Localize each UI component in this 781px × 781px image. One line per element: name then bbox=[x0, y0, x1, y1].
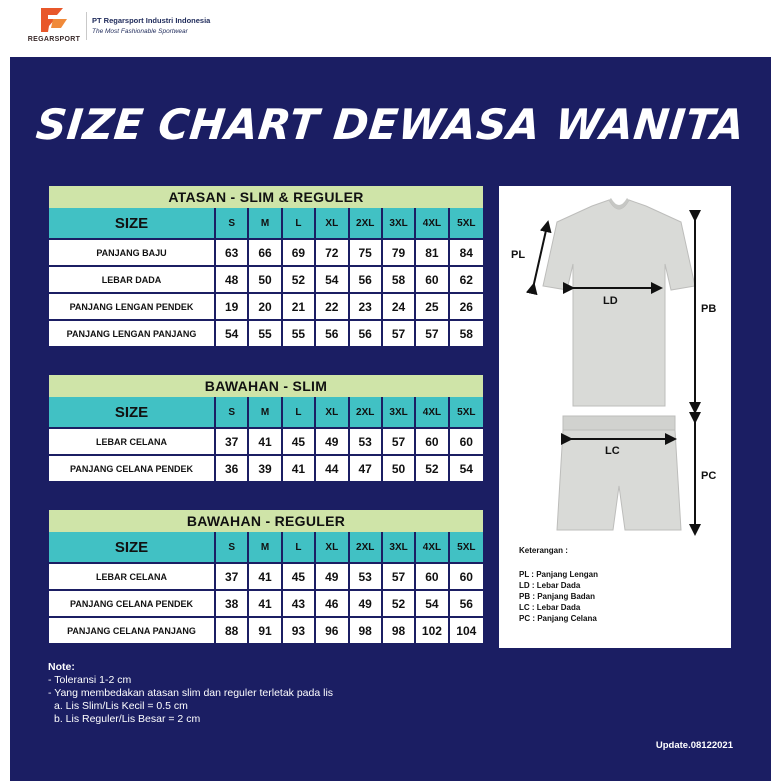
label-pb: PB bbox=[701, 303, 717, 315]
row-label: PANJANG CELANA PENDEK bbox=[69, 463, 193, 474]
size-column-header bbox=[283, 532, 316, 562]
cell-value: 102 bbox=[421, 623, 442, 638]
row-label-cell bbox=[49, 321, 216, 346]
row-label: LEBAR DADA bbox=[101, 274, 162, 285]
cell-value: 60 bbox=[459, 569, 473, 584]
size-label: M bbox=[260, 406, 270, 418]
logo-text: REGARSPORT bbox=[27, 36, 81, 43]
cell-value: 57 bbox=[391, 326, 406, 341]
table-cell bbox=[316, 267, 349, 292]
cell-value: 60 bbox=[459, 434, 473, 449]
cell-value: 62 bbox=[459, 272, 473, 287]
size-column-header bbox=[350, 532, 383, 562]
cell-value: 63 bbox=[225, 245, 239, 260]
brand-logo[interactable] bbox=[26, 6, 82, 48]
size-column-header bbox=[450, 208, 483, 238]
table-row bbox=[49, 589, 483, 616]
table-row bbox=[49, 454, 483, 481]
row-label-cell bbox=[49, 618, 216, 643]
cell-value: 57 bbox=[425, 326, 439, 341]
cell-value: 66 bbox=[258, 245, 272, 260]
cell-value: 56 bbox=[358, 326, 372, 341]
cell-value: 55 bbox=[258, 326, 272, 341]
note-line: - Toleransi 1-2 cm bbox=[48, 674, 132, 686]
table-cell bbox=[383, 321, 416, 346]
table-row bbox=[49, 319, 483, 346]
table-cell bbox=[283, 618, 316, 643]
table-cell bbox=[416, 294, 449, 319]
table-cell bbox=[283, 240, 316, 265]
cell-value: 49 bbox=[358, 596, 372, 611]
size-label: XL bbox=[325, 406, 339, 418]
table-row bbox=[49, 616, 483, 643]
notes bbox=[48, 661, 333, 726]
size-label: M bbox=[260, 541, 270, 553]
table-cell bbox=[283, 267, 316, 292]
cell-value: 56 bbox=[358, 272, 372, 287]
table-header-row bbox=[49, 397, 483, 427]
cell-value: 36 bbox=[225, 461, 239, 476]
size-label: 2XL bbox=[356, 541, 375, 553]
cell-value: 69 bbox=[291, 245, 306, 260]
table-atasan bbox=[49, 186, 483, 346]
table-cell bbox=[450, 564, 483, 589]
table-cell bbox=[249, 321, 282, 346]
size-label: L bbox=[295, 406, 302, 418]
cell-value: 98 bbox=[358, 623, 372, 638]
size-header-cell bbox=[49, 208, 216, 238]
size-column-header bbox=[316, 397, 349, 427]
page-title: SIZE CHART DEWASA WANITA bbox=[33, 100, 748, 149]
table-header-row bbox=[49, 532, 483, 562]
size-label: 3XL bbox=[389, 406, 408, 418]
cell-value: 55 bbox=[291, 326, 306, 341]
size-column-header bbox=[350, 397, 383, 427]
table-cell bbox=[249, 240, 282, 265]
table-cell bbox=[383, 429, 416, 454]
cell-value: 41 bbox=[258, 434, 272, 449]
table-bawahan-reguler bbox=[49, 510, 483, 643]
table-cell bbox=[316, 321, 349, 346]
table-cell bbox=[383, 456, 416, 481]
table-cell bbox=[450, 240, 483, 265]
cell-value: 19 bbox=[225, 299, 239, 314]
table-cell bbox=[383, 591, 416, 616]
row-label: LEBAR CELANA bbox=[96, 571, 167, 582]
table-cell bbox=[350, 267, 383, 292]
cell-value: 41 bbox=[258, 596, 272, 611]
legend-item: PC : Panjang Celana bbox=[519, 614, 597, 623]
cell-value: 41 bbox=[258, 569, 272, 584]
cell-value: 88 bbox=[225, 623, 239, 638]
cell-value: 46 bbox=[325, 596, 339, 611]
page-header bbox=[0, 0, 781, 54]
table-cell bbox=[316, 240, 349, 265]
size-column-header bbox=[416, 208, 449, 238]
cell-value: 72 bbox=[325, 245, 339, 260]
cell-value: 26 bbox=[459, 299, 473, 314]
table-cell bbox=[383, 267, 416, 292]
table-cell bbox=[216, 321, 249, 346]
row-label-cell bbox=[49, 456, 216, 481]
table-cell bbox=[450, 591, 483, 616]
cell-value: 49 bbox=[325, 569, 339, 584]
table-cell bbox=[283, 321, 316, 346]
legend-item: PB : Panjang Badan bbox=[519, 592, 596, 601]
table-cell bbox=[416, 240, 449, 265]
legend-item: PL : Panjang Lengan bbox=[519, 570, 598, 579]
cell-value: 50 bbox=[258, 272, 272, 287]
table-cell bbox=[249, 618, 282, 643]
table-cell bbox=[416, 591, 449, 616]
cell-value: 43 bbox=[291, 596, 306, 611]
table-cell bbox=[283, 429, 316, 454]
cell-value: 91 bbox=[258, 623, 272, 638]
note-line: - Yang membedakan atasan slim dan reguler terletak pada lis bbox=[48, 687, 334, 699]
cell-value: 57 bbox=[391, 434, 406, 449]
size-column-header bbox=[316, 208, 349, 238]
table-cell bbox=[249, 294, 282, 319]
cell-value: 75 bbox=[358, 245, 372, 260]
label-pl: PL bbox=[511, 249, 526, 261]
cell-value: 25 bbox=[425, 299, 439, 314]
row-label: PANJANG LENGAN PENDEK bbox=[69, 301, 194, 312]
cell-value: 93 bbox=[291, 623, 306, 638]
table-cell bbox=[383, 564, 416, 589]
cell-value: 47 bbox=[358, 461, 372, 476]
size-column-header bbox=[316, 532, 349, 562]
shorts-icon bbox=[557, 416, 681, 530]
table-cell bbox=[316, 591, 349, 616]
size-column-header bbox=[216, 208, 249, 238]
table-cell bbox=[383, 294, 416, 319]
size-column-header bbox=[249, 208, 282, 238]
size-column-header bbox=[416, 532, 449, 562]
size-header-cell bbox=[49, 532, 216, 562]
cell-value: 58 bbox=[391, 272, 406, 287]
size-label: 5XL bbox=[457, 406, 476, 418]
cell-value: 56 bbox=[325, 326, 339, 341]
size-label: 4XL bbox=[422, 406, 442, 418]
cell-value: 21 bbox=[291, 299, 306, 314]
company-tagline: The Most Fashionable Sportwear bbox=[92, 28, 188, 35]
table-row bbox=[49, 265, 483, 292]
table-cell bbox=[283, 591, 316, 616]
row-label-cell bbox=[49, 564, 216, 589]
table-cell bbox=[216, 564, 249, 589]
label-pc: PC bbox=[701, 470, 717, 482]
size-column-header bbox=[249, 397, 282, 427]
cell-value: 54 bbox=[325, 272, 339, 287]
table-cell bbox=[249, 564, 282, 589]
row-label-cell bbox=[49, 429, 216, 454]
cell-value: 41 bbox=[291, 461, 306, 476]
cell-value: 54 bbox=[225, 326, 239, 341]
garment-illustration bbox=[499, 186, 731, 536]
cell-value: 60 bbox=[425, 272, 439, 287]
cell-value: 22 bbox=[325, 299, 339, 314]
cell-value: 53 bbox=[358, 434, 372, 449]
cell-value: 57 bbox=[391, 569, 406, 584]
table-cell bbox=[216, 294, 249, 319]
size-label: 3XL bbox=[389, 217, 408, 229]
size-label: 5XL bbox=[457, 217, 476, 229]
company-name: PT Regarsport Industri Indonesia bbox=[92, 16, 211, 25]
cell-value: 52 bbox=[291, 272, 306, 287]
cell-value: 52 bbox=[425, 461, 439, 476]
cell-value: 60 bbox=[425, 569, 439, 584]
table-caption: ATASAN - SLIM & REGULER bbox=[49, 186, 483, 208]
size-label: 5XL bbox=[457, 541, 476, 553]
cell-value: 79 bbox=[391, 245, 406, 260]
size-label: S bbox=[228, 541, 236, 553]
cell-value: 44 bbox=[325, 461, 339, 476]
table-cell bbox=[383, 618, 416, 643]
size-label: S bbox=[228, 406, 236, 418]
size-header: SIZE bbox=[114, 538, 149, 556]
cell-value: 84 bbox=[459, 245, 473, 260]
legend-item: LC : Lebar Dada bbox=[519, 603, 581, 612]
table-cell bbox=[283, 564, 316, 589]
row-label: LEBAR CELANA bbox=[96, 436, 167, 447]
row-label-cell bbox=[49, 294, 216, 319]
cell-value: 54 bbox=[459, 461, 473, 476]
table-cell bbox=[350, 591, 383, 616]
size-header: SIZE bbox=[114, 403, 149, 421]
table-cell bbox=[216, 240, 249, 265]
cell-value: 53 bbox=[358, 569, 372, 584]
size-label: L bbox=[295, 217, 302, 229]
size-label: 3XL bbox=[389, 541, 408, 553]
size-column-header bbox=[216, 397, 249, 427]
size-column-header bbox=[283, 397, 316, 427]
size-label: 2XL bbox=[356, 406, 375, 418]
size-label: XL bbox=[325, 217, 339, 229]
table-bawahan-slim bbox=[49, 375, 483, 481]
cell-value: 96 bbox=[325, 623, 339, 638]
cell-value: 45 bbox=[291, 434, 306, 449]
label-ld: LD bbox=[603, 295, 618, 307]
table-cell bbox=[249, 591, 282, 616]
header-divider bbox=[86, 12, 87, 40]
cell-value: 104 bbox=[456, 623, 477, 638]
size-label: 4XL bbox=[422, 541, 442, 553]
table-cell bbox=[416, 564, 449, 589]
size-label: 2XL bbox=[356, 217, 375, 229]
table-cell bbox=[416, 267, 449, 292]
size-label: XL bbox=[325, 541, 339, 553]
table-cell bbox=[316, 618, 349, 643]
table-cell bbox=[450, 294, 483, 319]
table-cell bbox=[350, 321, 383, 346]
size-column-header bbox=[383, 532, 416, 562]
size-header: SIZE bbox=[114, 214, 149, 232]
table-cell bbox=[416, 456, 449, 481]
table-cell bbox=[316, 564, 349, 589]
row-label: PANJANG CELANA PENDEK bbox=[69, 598, 193, 609]
legend-title: Keterangan : bbox=[519, 546, 568, 555]
table-row bbox=[49, 292, 483, 319]
note-line: b. Lis Reguler/Lis Besar = 2 cm bbox=[54, 713, 201, 725]
table-cell bbox=[216, 456, 249, 481]
cell-value: 52 bbox=[391, 596, 406, 611]
legend-item: LD : Lebar Dada bbox=[519, 581, 581, 590]
cell-value: 58 bbox=[459, 326, 473, 341]
table-cell bbox=[450, 618, 483, 643]
table-row bbox=[49, 238, 483, 265]
cell-value: 49 bbox=[325, 434, 339, 449]
cell-value: 38 bbox=[225, 596, 239, 611]
row-label: PANJANG CELANA PANJANG bbox=[67, 625, 196, 636]
table-cell bbox=[350, 456, 383, 481]
size-column-header bbox=[216, 532, 249, 562]
table-cell bbox=[350, 429, 383, 454]
table-cell bbox=[249, 267, 282, 292]
table-cell bbox=[350, 240, 383, 265]
size-header-cell bbox=[49, 397, 216, 427]
table-caption: BAWAHAN - SLIM bbox=[49, 375, 483, 397]
label-lc: LC bbox=[605, 445, 620, 457]
cell-value: 24 bbox=[391, 299, 406, 314]
row-label-cell bbox=[49, 267, 216, 292]
size-column-header bbox=[416, 397, 449, 427]
cell-value: 56 bbox=[459, 596, 473, 611]
row-label-cell bbox=[49, 240, 216, 265]
size-column-header bbox=[383, 397, 416, 427]
size-column-header bbox=[383, 208, 416, 238]
cell-value: 37 bbox=[225, 569, 239, 584]
cell-value: 20 bbox=[258, 299, 272, 314]
table-cell bbox=[450, 321, 483, 346]
table-cell bbox=[350, 618, 383, 643]
notes-title: Note: bbox=[48, 661, 75, 673]
size-label: S bbox=[228, 217, 236, 229]
note-line: a. Lis Slim/Lis Kecil = 0.5 cm bbox=[54, 700, 188, 712]
table-cell bbox=[249, 429, 282, 454]
size-column-header bbox=[249, 532, 282, 562]
table-cell bbox=[249, 456, 282, 481]
table-cell bbox=[416, 618, 449, 643]
table-cell bbox=[216, 618, 249, 643]
size-label: M bbox=[260, 217, 270, 229]
row-label: PANJANG LENGAN PANJANG bbox=[66, 328, 197, 339]
table-cell bbox=[316, 294, 349, 319]
size-column-header bbox=[450, 532, 483, 562]
size-column-header bbox=[283, 208, 316, 238]
table-cell bbox=[416, 321, 449, 346]
legend bbox=[519, 546, 598, 624]
table-cell bbox=[283, 294, 316, 319]
cell-value: 37 bbox=[225, 434, 239, 449]
row-label: PANJANG BAJU bbox=[96, 247, 167, 258]
table-cell bbox=[383, 240, 416, 265]
table-cell bbox=[416, 429, 449, 454]
table-cell bbox=[216, 591, 249, 616]
update-date: Update.08122021 bbox=[655, 740, 733, 751]
measurement-diagram bbox=[499, 186, 731, 648]
table-caption: BAWAHAN - REGULER bbox=[49, 510, 483, 532]
table-cell bbox=[450, 267, 483, 292]
size-column-header bbox=[350, 208, 383, 238]
table-cell bbox=[216, 429, 249, 454]
cell-value: 39 bbox=[258, 461, 272, 476]
table-cell bbox=[350, 564, 383, 589]
cell-value: 50 bbox=[391, 461, 406, 476]
cell-value: 45 bbox=[291, 569, 306, 584]
table-cell bbox=[283, 456, 316, 481]
table-cell bbox=[316, 429, 349, 454]
cell-value: 23 bbox=[358, 299, 372, 314]
cell-value: 54 bbox=[425, 596, 439, 611]
table-cell bbox=[450, 456, 483, 481]
table-cell bbox=[316, 456, 349, 481]
size-column-header bbox=[450, 397, 483, 427]
shirt-icon bbox=[543, 198, 695, 406]
table-cell bbox=[450, 429, 483, 454]
size-label: L bbox=[295, 541, 302, 553]
size-label: 4XL bbox=[422, 217, 442, 229]
cell-value: 60 bbox=[425, 434, 439, 449]
table-cell bbox=[216, 267, 249, 292]
cell-value: 48 bbox=[225, 272, 239, 287]
cell-value: 98 bbox=[391, 623, 406, 638]
table-cell bbox=[350, 294, 383, 319]
table-row bbox=[49, 427, 483, 454]
table-row bbox=[49, 562, 483, 589]
row-label-cell bbox=[49, 591, 216, 616]
table-header-row bbox=[49, 208, 483, 238]
cell-value: 81 bbox=[425, 245, 439, 260]
logo-mark-icon bbox=[39, 6, 69, 34]
